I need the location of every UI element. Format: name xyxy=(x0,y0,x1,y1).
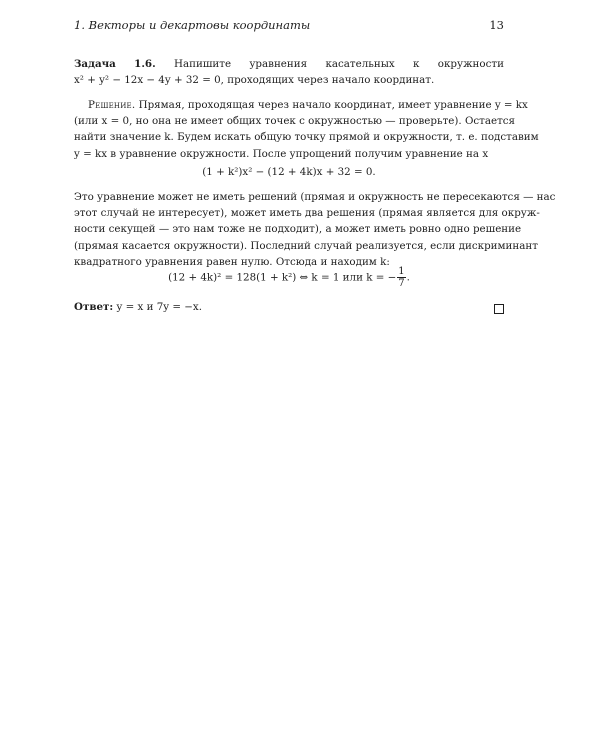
solution-line-3: найти значение k. Будем искать общую точку прямой и окружности, т. е. подставим xyxy=(74,131,539,144)
problem-label: Задача xyxy=(74,58,116,70)
problem-line-2: x² + y² − 12x − 4y + 32 = 0, проходящих через начало координат. xyxy=(74,74,435,87)
paragraph2-line-1: Это уравнение может не иметь решений (прямая и окружность не пересекаются — нас xyxy=(74,191,556,203)
qed-square-icon xyxy=(494,304,504,314)
problem-statement xyxy=(74,56,504,88)
equation-2-left: (12 + 4k)² = 128(1 + k²) ⇔ k = 1 или k = − xyxy=(168,271,397,284)
answer xyxy=(74,299,504,315)
problem-line-1 xyxy=(74,56,504,72)
answer-line xyxy=(74,299,504,315)
problem-label-group xyxy=(74,56,116,72)
solution-paragraph-2 xyxy=(74,189,556,270)
answer-text: y = x и 7y = −x. xyxy=(116,301,202,313)
solution-paragraph-1 xyxy=(74,97,539,162)
paragraph2-line-4: (прямая касается окружности). Последний случай реализуется, если дискриминант xyxy=(74,239,538,252)
solution-line-2: (или x = 0, но она не имеет общих точек с окружностью — проверьте). Остается xyxy=(74,115,516,128)
page-number: 13 xyxy=(489,18,504,32)
document-page xyxy=(74,0,556,750)
fraction-denominator: 7 xyxy=(398,278,405,289)
problem-word-4: к xyxy=(413,58,420,70)
paragraph2-line-5: квадратного уравнения равен нулю. Отсюда и находим k: xyxy=(74,255,390,268)
problem-number: 1.6. xyxy=(134,58,156,70)
problem-word-3: касательных xyxy=(325,58,395,70)
equation-2-end: . xyxy=(406,271,410,284)
solution-label: Решение. xyxy=(88,99,136,111)
fraction-numerator: 1 xyxy=(398,266,405,277)
answer-label: Ответ: xyxy=(74,301,114,313)
chapter-title: 1. Векторы и декартовы координаты xyxy=(74,18,311,32)
equation-2 xyxy=(74,266,504,289)
solution-line-4: y = kx в уравнение окружности. После упрощений получим уравнение на x xyxy=(74,147,489,160)
paragraph2-line-3: ности секущей — это нам тоже не подходит), а может иметь ровно одно решение xyxy=(74,223,522,236)
problem-word-2: уравнения xyxy=(249,58,308,70)
running-header xyxy=(74,18,504,34)
equation-1: (1 + k²)x² − (12 + 4k)x + 32 = 0. xyxy=(202,166,376,178)
paragraph2-line-2: этот случай не интересует), может иметь два решения (прямая является для окруж- xyxy=(74,207,540,220)
problem-word-1: Напишите xyxy=(173,58,232,70)
solution-line-1 xyxy=(74,97,528,113)
equation-2-fraction xyxy=(397,266,405,289)
solution-line-1-text: Прямая, проходящая через начало координат, имеет уравнение y = kx xyxy=(138,99,528,111)
problem-word-5: окружности xyxy=(437,58,504,70)
